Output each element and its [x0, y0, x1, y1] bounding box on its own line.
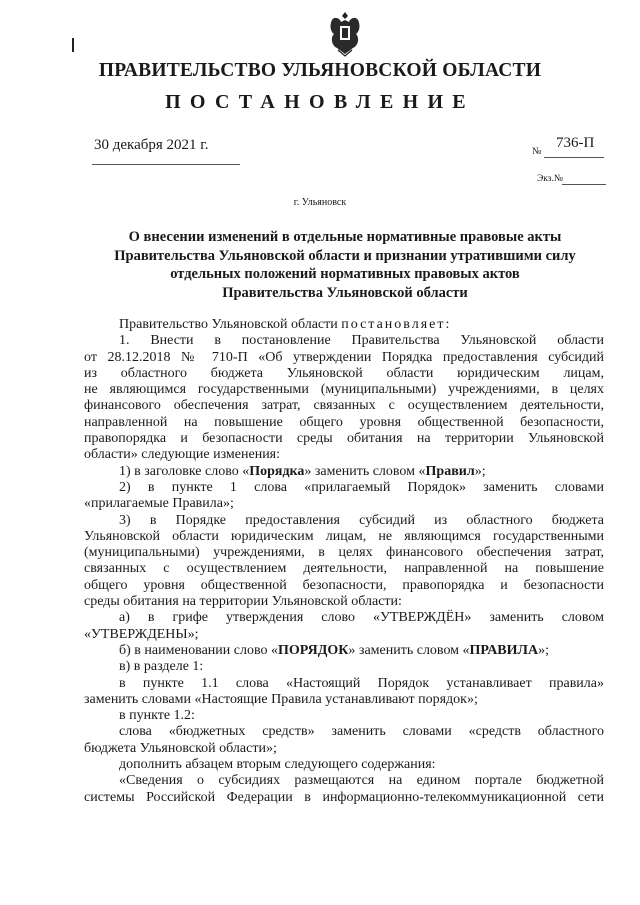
body-line: «Сведения о субсидиях размещаются на едином портале бюджетной — [119, 773, 604, 789]
body-line: не являющимся государственными (муниципальными) учреждениями, в целях — [84, 382, 604, 398]
bold-word: ПРАВИЛА — [469, 642, 539, 658]
text-part: б) в наименовании слово « — [119, 642, 278, 658]
city: г. Ульяновск — [293, 197, 347, 208]
decree-date: 30 декабря 2021 г. — [94, 137, 209, 153]
body-line: правопорядка и безопасности среды обитания на территории Ульяновской — [84, 431, 604, 447]
body-line: общего уровня общественной безопасности, правопорядка и безопасности — [84, 577, 604, 593]
body-line: в) в разделе 1: — [119, 659, 204, 675]
body-line: системы Российской Федерации в информационно-телекоммуникационной сети — [84, 789, 604, 805]
body-line: от 28.12.2018 № 710-П «Об утверждении Порядка предоставления субсидий — [84, 349, 604, 365]
intro-keyword: постановляет: — [341, 317, 452, 332]
number-sign: № — [532, 146, 542, 157]
title-line: отдельных положений нормативных правовых актов — [170, 266, 520, 282]
body-line — [84, 317, 604, 333]
title-line: Правительства Ульяновской области и признании утратившими силу — [114, 247, 576, 264]
body-line: заменить словами «Настоящие Правила устанавливают порядок»; — [84, 691, 478, 707]
intro-text: Правительство Ульяновской области — [119, 317, 342, 332]
body-line — [84, 464, 604, 480]
body-line: 1. Внести в постановление Правительства Ульяновской области — [119, 333, 604, 349]
body-line: бюджета Ульяновской области»; — [84, 740, 277, 756]
body-line: в пункте 1.1 слова «Настоящий Порядок устанавливает правила» — [119, 675, 604, 691]
body-line: направленной на повышение общего уровня общественной безопасности, — [84, 414, 604, 430]
body-line: «прилагаемые Правила»; — [84, 496, 234, 512]
text-part: 1) в заголовке слово « — [119, 463, 250, 479]
title-line: О внесении изменений в отдельные нормативные правовые акты — [128, 229, 562, 245]
body-line: финансового обеспечения затрат, связанных с осуществлением деятельности, — [84, 398, 604, 414]
text-part: »; — [474, 463, 486, 479]
document-type: ПОСТАНОВЛЕНИЕ — [165, 91, 475, 113]
body-line: области» следующие изменения: — [84, 447, 281, 463]
bold-word: Правил — [425, 463, 475, 479]
body-line: 2) в пункте 1 слова «прилагаемый Порядок» заменить словами — [119, 479, 604, 495]
bold-word: ПОРЯДОК — [278, 642, 349, 658]
coat-of-arms-emblem — [326, 10, 364, 58]
body-line: среды обитания на территории Ульяновской области: — [84, 594, 402, 610]
body-line: Ульяновской области юридическим лицам, не являющимся государственными — [84, 528, 604, 544]
copy-number-label: Экз.№ — [537, 174, 563, 184]
body-line: 3) в Порядке предоставления субсидий из областного бюджета — [119, 512, 604, 528]
text-part: » заменить словом « — [348, 642, 470, 658]
number-underline — [544, 157, 604, 158]
body-line — [84, 643, 604, 659]
body-line: в пункте 1.2: — [119, 708, 195, 724]
text-part: » заменить словом « — [304, 463, 426, 479]
body-line: дополнить абзацем вторым следующего содержания: — [119, 757, 436, 773]
body-line: связанных с осуществлением деятельности, направленной на повышение — [84, 561, 604, 577]
body-line: а) в грифе утверждения слово «УТВЕРЖДЁН» заменить словом — [119, 610, 604, 626]
title-line: Правительства Ульяновской области — [222, 284, 468, 301]
body-line: «УТВЕРЖДЕНЫ»; — [84, 626, 199, 642]
copy-number-underline — [562, 184, 606, 185]
decree-body — [84, 317, 604, 806]
body-line: слова «бюджетных средств» заменить словами «средств областного — [119, 724, 604, 740]
margin-mark — [72, 38, 74, 52]
text-part: »; — [538, 642, 549, 658]
decree-number: 736-П — [556, 135, 595, 151]
date-underline — [92, 164, 240, 165]
body-line: из областного бюджета Ульяновской области юридическим лицам, — [84, 365, 604, 381]
decree-title — [110, 228, 580, 302]
body-line: (муниципальными) учреждениями, в целях финансового обеспечения затрат, — [84, 545, 604, 561]
government-name: ПРАВИТЕЛЬСТВО УЛЬЯНОВСКОЙ ОБЛАСТИ — [98, 60, 542, 81]
bold-word: Порядка — [249, 463, 305, 479]
